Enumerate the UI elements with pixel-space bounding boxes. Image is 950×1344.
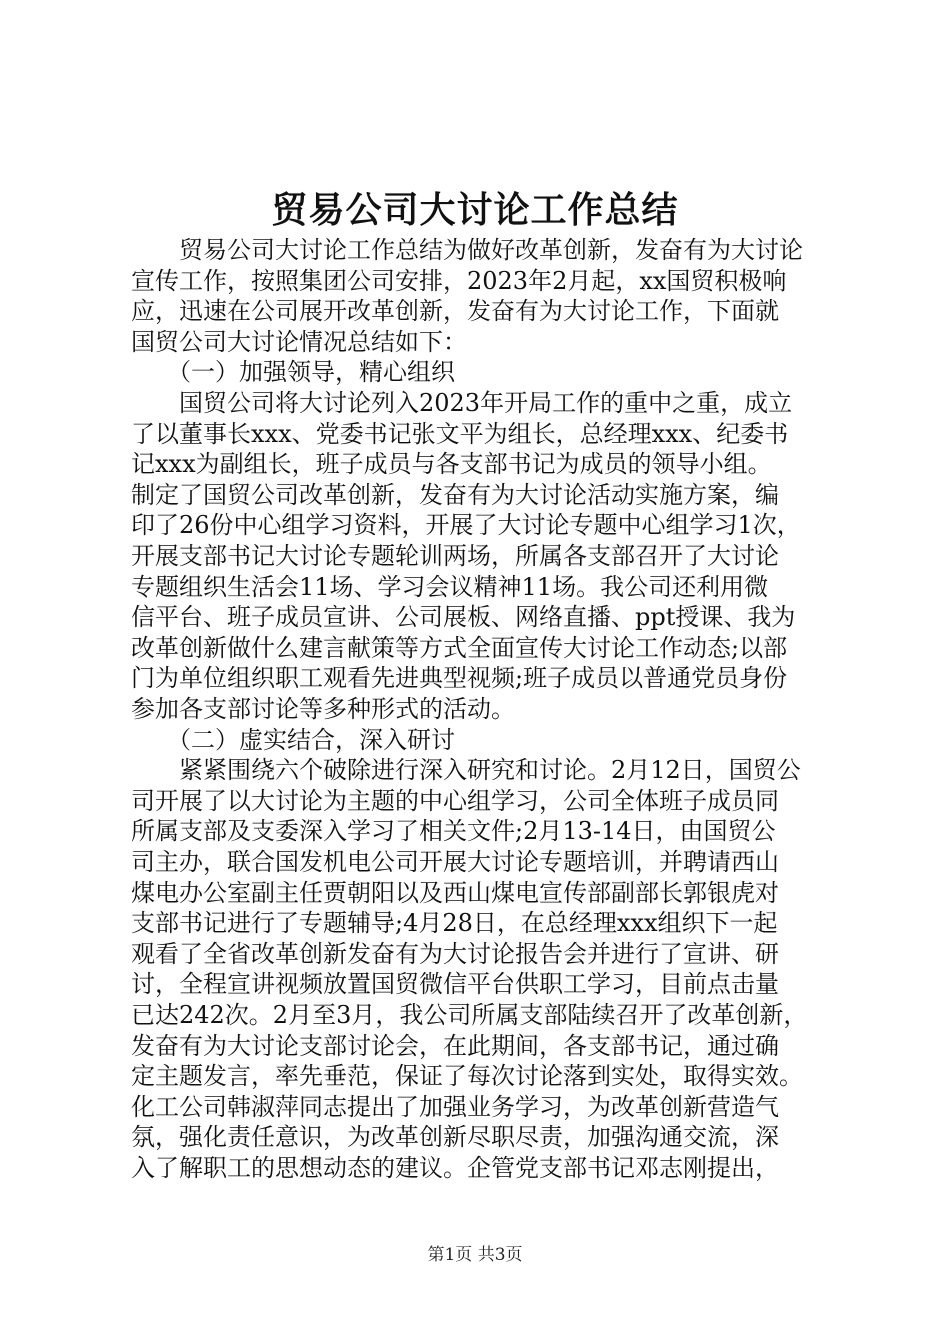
body-line: 国贸公司将大讨论列入2023年开局工作的重中之重，成立: [131, 389, 793, 417]
page-footer: 第1页 共3页: [427, 1245, 523, 1265]
body-line: 门为单位组织职工观看先进典型视频;班子成员以普通党员身份: [131, 664, 788, 693]
body-line: 司主办，联合国发机电公司开展大讨论专题培训，并聘请西山: [131, 848, 779, 876]
body-line: 支部书记进行了专题辅导;4月28日，在总经理xxx组织下一起: [131, 909, 778, 938]
document-title: 贸易公司大讨论工作总结: [271, 189, 679, 231]
body-line: 定主题发言，率先垂范，保证了每次讨论落到实处，取得实效。: [131, 1062, 803, 1091]
body-line: （一）加强领导，精心组织: [131, 358, 455, 387]
body-line: 应，迅速在公司展开改革创新，发奋有为大讨论工作，下面就: [131, 297, 779, 326]
body-line: 已达242次。2月至3月，我公司所属支部陆续召开了改革创新，: [131, 1001, 808, 1029]
body-line: 氛，强化责任意识，为改革创新尽职尽责，加强沟通交流，深: [131, 1123, 779, 1152]
body-line: 参加各支部讨论等多种形式的活动。: [131, 695, 515, 723]
body-line: 化工公司韩淑萍同志提出了加强业务学习，为改革创新营造气: [131, 1092, 779, 1121]
body-line: 司开展了以大讨论为主题的中心组学习，公司全体班子成员同: [131, 786, 779, 815]
body-line: 发奋有为大讨论支部讨论会，在此期间，各支部书记，通过确: [131, 1031, 779, 1060]
body-line: 开展支部书记大讨论专题轮训两场，所属各支部召开了大讨论: [131, 542, 779, 570]
body-line: 所属支部及支委深入学习了相关文件;2月13-14日，由国贸公: [131, 817, 776, 846]
body-line: 印了26份中心组学习资料，开展了大讨论专题中心组学习1次，: [131, 511, 801, 540]
body-line: 国贸公司大讨论情况总结如下：: [131, 327, 467, 356]
body-line: 宣传工作，按照集团公司安排，2023年2月起，xx国贸积极响: [131, 266, 787, 295]
body-line: 观看了全省改革创新发奋有为大讨论报告会并进行了宣讲、研: [131, 939, 779, 968]
body-line: 紧紧围绕六个破除进行深入研究和讨论。2月12日，国贸公: [131, 756, 801, 785]
body-line: （二）虚实结合，深入研讨: [131, 725, 455, 754]
body-line: 信平台、班子成员宣讲、公司展板、网络直播、ppt授课、我为: [131, 603, 796, 632]
body-line: 改革创新做什么建言献策等方式全面宣传大讨论工作动态;以部: [131, 633, 788, 662]
body-line: 记xxx为副组长，班子成员与各支部书记为成员的领导小组。: [131, 450, 772, 479]
body-line: 贸易公司大讨论工作总结为做好改革创新，发奋有为大讨论: [131, 236, 803, 264]
body-line: 了以董事长xxx、党委书记张文平为组长，总经理xxx、纪委书: [131, 419, 789, 448]
body-line: 入了解职工的思想动态的建议。企管党支部书记邓志刚提出，: [131, 1154, 779, 1182]
body-line: 专题组织生活会11场、学习会议精神11场。我公司还利用微: [131, 572, 769, 601]
body-line: 讨，全程宣讲视频放置国贸微信平台供职工学习，目前点击量: [131, 970, 779, 999]
body-line: 煤电办公室副主任贾朝阳以及西山煤电宣传部副部长郭银虎对: [131, 878, 779, 907]
body-line: 制定了国贸公司改革创新，发奋有为大讨论活动实施方案，编: [131, 480, 779, 509]
